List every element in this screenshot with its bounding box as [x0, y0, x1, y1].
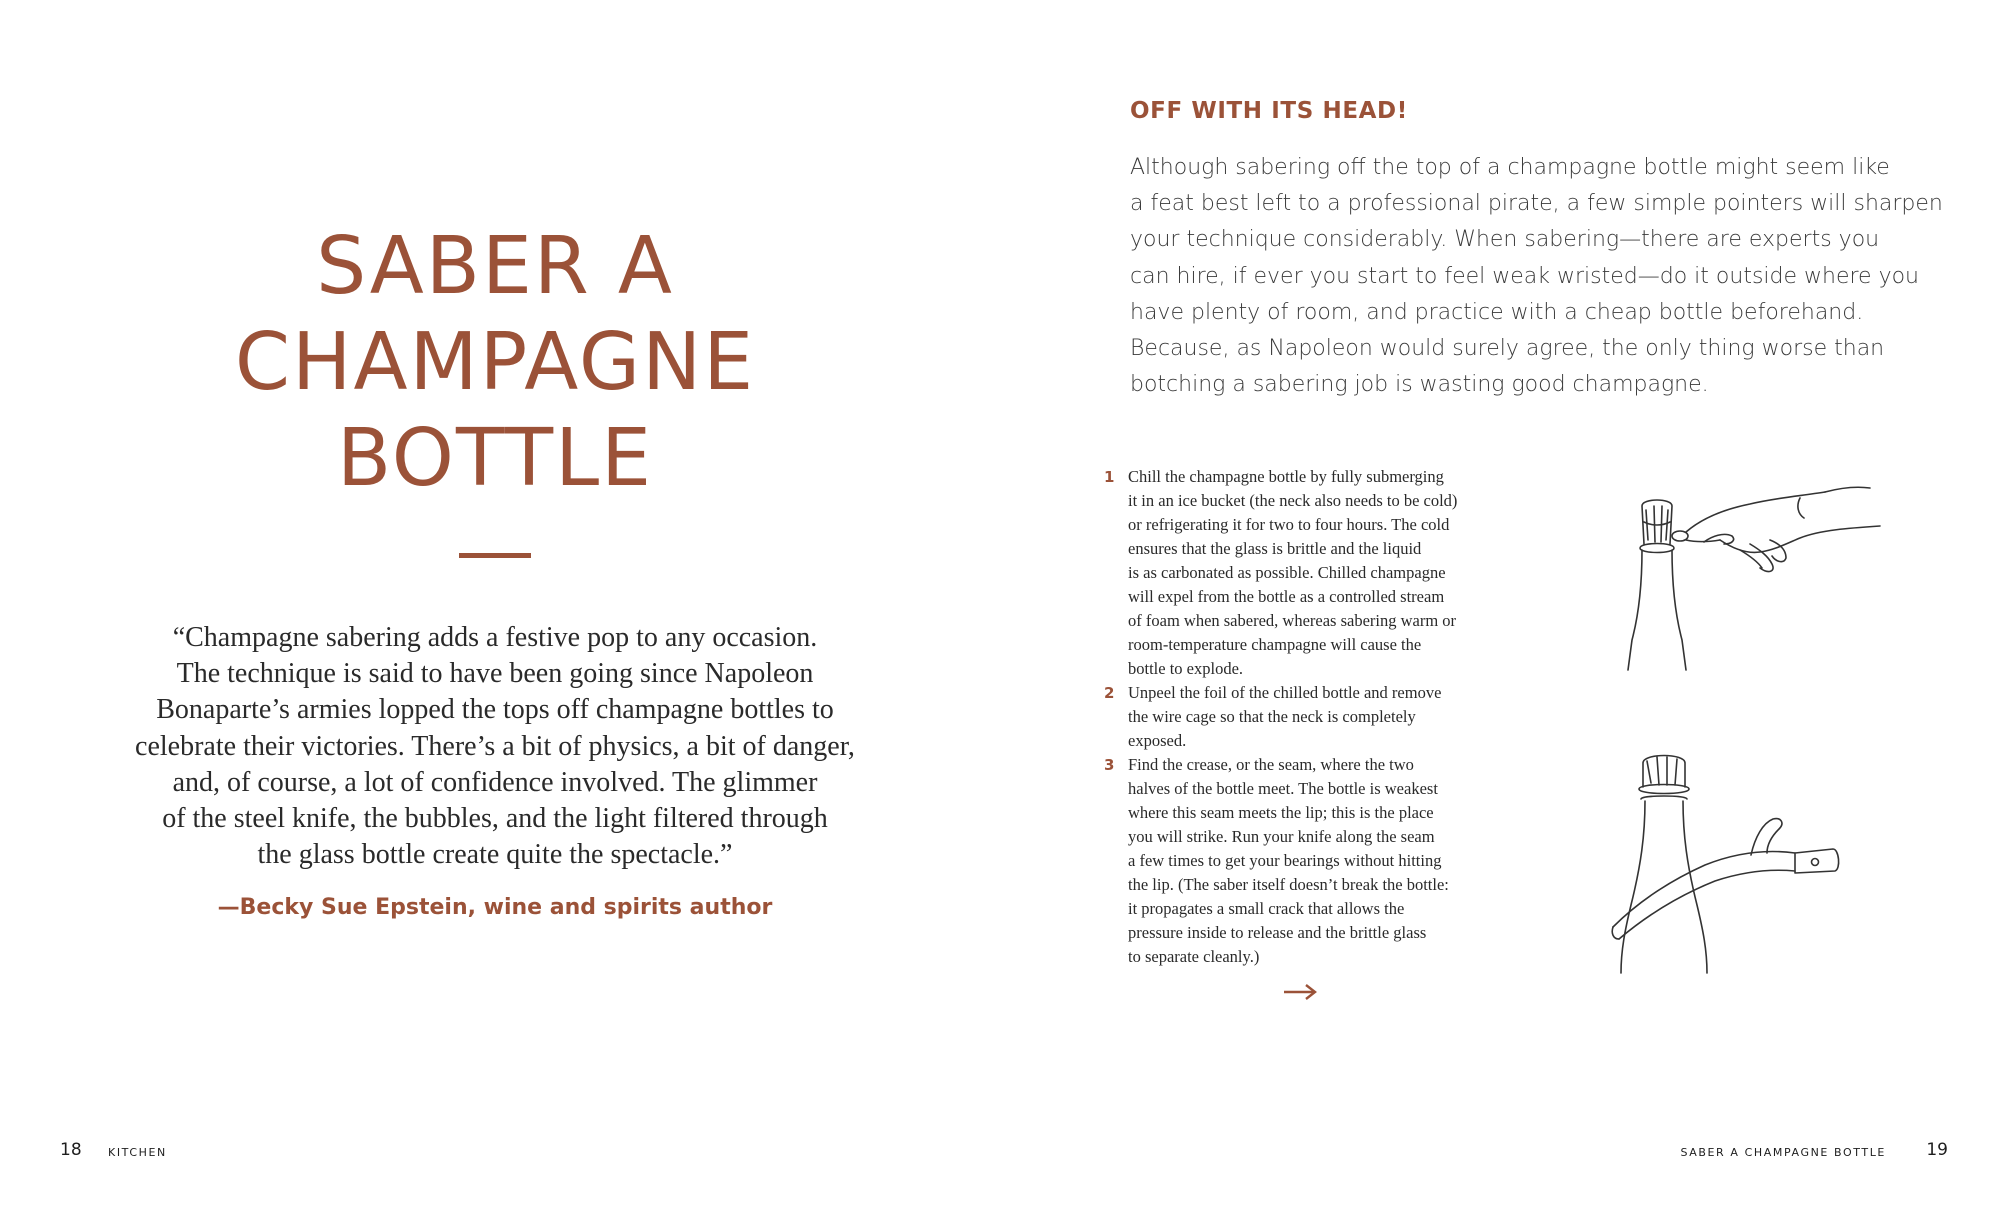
page-number-left: 18 — [60, 1140, 82, 1160]
saber-against-bottle-neck-icon — [1595, 745, 1845, 975]
step-number: 2 — [1104, 684, 1115, 702]
quote-line: of the steel knife, the bubbles, and the light filtered through — [162, 803, 828, 835]
steps-list — [1104, 465, 1504, 969]
right-arrow-icon[interactable] — [1282, 982, 1318, 1002]
step-line: to separate cleanly.) — [1128, 947, 1260, 966]
title-line: CHAMPAGNE — [234, 316, 756, 408]
quote-line: the glass bottle create quite the spectacle.” — [257, 839, 733, 871]
intro-line: can hire, if ever you start to feel weak wristed—do it outside where you — [1130, 263, 1919, 289]
intro-paragraph — [1130, 150, 1943, 403]
step-item — [1104, 681, 1504, 753]
running-head-left: KITCHEN — [108, 1146, 167, 1159]
quote-attribution: —Becky Sue Epstein, wine and spirits author — [217, 895, 773, 920]
step-number: 3 — [1104, 756, 1115, 774]
step-line: it propagates a small crack that allows the — [1128, 899, 1405, 918]
page-title — [160, 218, 830, 506]
step-line: you will strike. Run your knife along the seam — [1128, 827, 1435, 846]
step-item — [1104, 465, 1504, 681]
hand-unwrapping-wire-cage-icon — [1600, 470, 1890, 675]
quote-line: and, of course, a lot of confidence involved. The glimmer — [172, 766, 818, 798]
step-line: bottle to explode. — [1128, 659, 1244, 678]
step-line: it in an ice bucket (the neck also needs to be cold) — [1128, 491, 1458, 510]
pull-quote — [120, 620, 870, 873]
intro-line: Because, as Napoleon would surely agree, the only thing worse than — [1130, 336, 1885, 362]
page-number-right: 19 — [1926, 1140, 1948, 1160]
step-line: will expel from the bottle as a controlled stream — [1128, 587, 1445, 606]
step-text — [1128, 465, 1504, 681]
step-number: 1 — [1104, 468, 1115, 486]
intro-line: your technique considerably. When sabering—there are experts you — [1130, 227, 1880, 253]
step-line: room-temperature champagne will cause the — [1128, 635, 1422, 654]
intro-line: have plenty of room, and practice with a cheap bottle beforehand. — [1130, 299, 1864, 325]
running-head-right: SABER A CHAMPAGNE BOTTLE — [1680, 1146, 1886, 1159]
section-heading: OFF WITH ITS HEAD! — [1130, 98, 1408, 124]
quote-line: celebrate their victories. There’s a bit of physics, a bit of danger, — [135, 730, 855, 762]
step-line: the wire cage so that the neck is completely — [1128, 707, 1416, 726]
step-item — [1104, 753, 1504, 969]
step-line: Find the crease, or the seam, where the two — [1128, 755, 1414, 774]
quote-line: The technique is said to have been going since Napoleon — [176, 658, 814, 690]
title-line: BOTTLE — [336, 412, 654, 504]
step-line: Chill the champagne bottle by fully submerging — [1128, 467, 1444, 486]
title-divider — [459, 553, 531, 558]
step-line: a few times to get your bearings without hitting — [1128, 851, 1442, 870]
step-line: where this seam meets the lip; this is the place — [1128, 803, 1434, 822]
intro-line: Although sabering off the top of a champagne bottle might seem like — [1130, 155, 1890, 180]
step-line: of foam when sabered, whereas sabering warm or — [1128, 611, 1457, 630]
step-line: is as carbonated as possible. Chilled champagne — [1128, 563, 1446, 582]
step-line: the lip. (The saber itself doesn’t break the bottle: — [1128, 875, 1449, 894]
step-line: halves of the bottle meet. The bottle is weakest — [1128, 779, 1438, 798]
step-line: exposed. — [1128, 731, 1187, 750]
title-line: SABER A — [316, 220, 674, 312]
step-text — [1128, 681, 1504, 753]
intro-line: botching a sabering job is wasting good champagne. — [1130, 372, 1709, 398]
step-line: ensures that the glass is brittle and the liquid — [1128, 539, 1422, 558]
quote-line: Bonaparte’s armies lopped the tops off champagne bottles to — [156, 694, 834, 726]
step-line: or refrigerating it for two to four hours. The cold — [1128, 515, 1450, 534]
step-line: pressure inside to release and the brittle glass — [1128, 923, 1427, 942]
quote-line: “Champagne sabering adds a festive pop to any occasion. — [172, 622, 818, 653]
step-line: Unpeel the foil of the chilled bottle and remove — [1128, 683, 1442, 702]
step-text — [1128, 753, 1504, 969]
intro-line: a feat best left to a professional pirate, a few simple pointers will sharpen — [1130, 191, 1943, 217]
